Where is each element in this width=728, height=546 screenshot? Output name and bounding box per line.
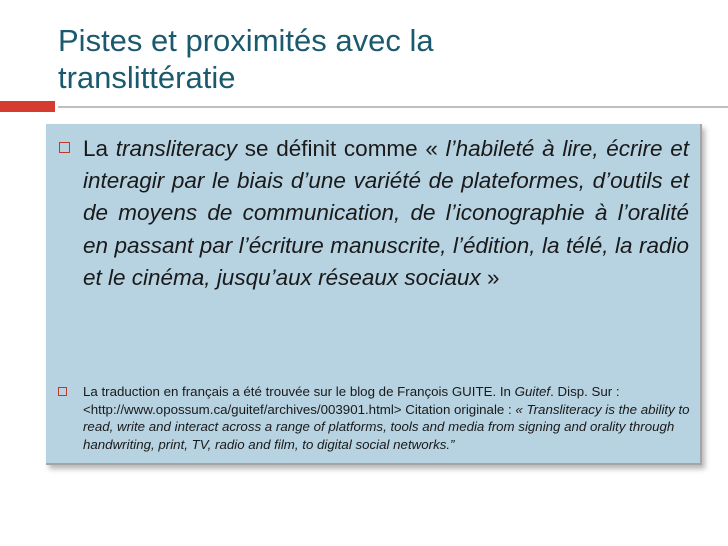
bullet-square-icon — [58, 387, 67, 396]
bullet-square-icon — [59, 142, 70, 153]
slide-title — [58, 22, 698, 96]
main-text-part: La — [83, 136, 116, 161]
title-line-1: Pistes et proximités avec la — [58, 23, 434, 58]
title-line-2: translittératie — [58, 60, 236, 95]
note-italic-source: Guitef — [514, 384, 551, 399]
source-note-text — [83, 383, 693, 453]
note-text-part: . Disp. Sur : <http://www.opossum.ca/guitef/archives/003901.html> Citation originale : — [83, 384, 620, 417]
main-text-part: se définit comme « — [237, 136, 446, 161]
title-divider — [58, 106, 728, 108]
main-bullet-text — [83, 133, 689, 294]
note-italic-original-quote: « Transliteracy is the ability to read, write and interact across a range of platforms, tools and media from signing and orality through handwriting, print, TV, radio and film, to digital social networks.” — [83, 401, 690, 452]
main-text-italic-quote: l’habileté à lire, écrire et interagir par le biais d’une variété de plateformes, d’outils et de moyens de communication, de l’iconographie à l’oralité en passant par l’écriture manuscrite, l’édition, la télé, la radio et le cinéma, jusqu’aux réseaux sociaux — [83, 136, 689, 290]
main-text-part: » — [480, 264, 500, 290]
main-text-italic-term: transliteracy — [115, 136, 238, 161]
note-text-part: La traduction en français a été trouvée sur le blog de François GUITE. In — [83, 384, 515, 399]
title-accent-bar — [0, 101, 55, 112]
